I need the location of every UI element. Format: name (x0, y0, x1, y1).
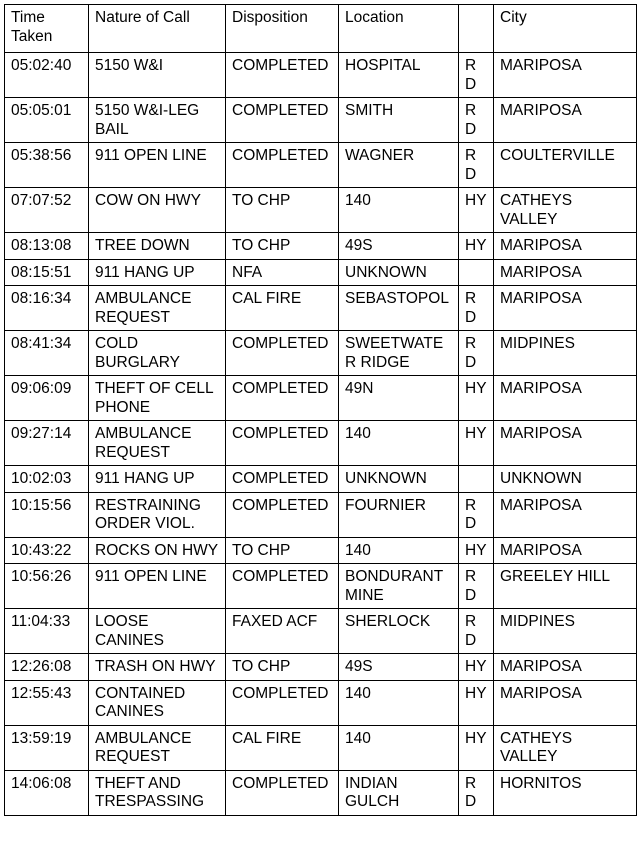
cell-city: GREELEY HILL (494, 564, 637, 609)
table-row (5, 537, 637, 564)
cell-nature: 5150 W&I (89, 53, 226, 98)
table-row (5, 286, 637, 331)
header-nature: Nature of Call (89, 5, 226, 53)
cell-city: MARIPOSA (494, 654, 637, 681)
cell-location: SMITH (339, 98, 459, 143)
table-row (5, 680, 637, 725)
cell-disposition: COMPLETED (226, 770, 339, 815)
cell-disposition: COMPLETED (226, 331, 339, 376)
cell-city: MIDPINES (494, 331, 637, 376)
cell-city: HORNITOS (494, 770, 637, 815)
cell-nature: LOOSE CANINES (89, 609, 226, 654)
cell-time: 12:55:43 (5, 680, 89, 725)
cell-city: MARIPOSA (494, 98, 637, 143)
cell-type: HY (459, 537, 494, 564)
cell-type: RD (459, 609, 494, 654)
table-row (5, 725, 637, 770)
cell-time: 08:41:34 (5, 331, 89, 376)
cell-time: 12:26:08 (5, 654, 89, 681)
cell-disposition: TO CHP (226, 233, 339, 260)
cell-disposition: COMPLETED (226, 466, 339, 493)
cell-location: 140 (339, 680, 459, 725)
cell-nature: 911 HANG UP (89, 259, 226, 286)
cell-disposition: FAXED ACF (226, 609, 339, 654)
cell-time: 13:59:19 (5, 725, 89, 770)
cell-type: RD (459, 492, 494, 537)
cell-type: HY (459, 376, 494, 421)
cell-disposition: CAL FIRE (226, 725, 339, 770)
cell-city: MARIPOSA (494, 492, 637, 537)
cell-location: SEBASTOPOL (339, 286, 459, 331)
cell-location: 49N (339, 376, 459, 421)
cell-city: MARIPOSA (494, 286, 637, 331)
header-time: Time Taken (5, 5, 89, 53)
cell-location: 49S (339, 654, 459, 681)
cell-disposition: COMPLETED (226, 680, 339, 725)
cell-type: HY (459, 654, 494, 681)
cell-type: HY (459, 421, 494, 466)
cell-nature: 5150 W&I-LEG BAIL (89, 98, 226, 143)
cell-time: 05:38:56 (5, 143, 89, 188)
cell-city: MARIPOSA (494, 259, 637, 286)
cell-disposition: COMPLETED (226, 53, 339, 98)
table-row (5, 376, 637, 421)
cell-time: 08:16:34 (5, 286, 89, 331)
cell-type: RD (459, 98, 494, 143)
cell-disposition: TO CHP (226, 537, 339, 564)
cell-nature: 911 OPEN LINE (89, 564, 226, 609)
cell-time: 08:15:51 (5, 259, 89, 286)
table-row (5, 466, 637, 493)
table-row (5, 259, 637, 286)
header-city: City (494, 5, 637, 53)
cell-type: RD (459, 53, 494, 98)
cell-time: 09:06:09 (5, 376, 89, 421)
cell-disposition: COMPLETED (226, 564, 339, 609)
cell-type: RD (459, 331, 494, 376)
table-row (5, 143, 637, 188)
cell-time: 10:56:26 (5, 564, 89, 609)
cell-type: HY (459, 725, 494, 770)
cell-location: 140 (339, 421, 459, 466)
cell-time: 07:07:52 (5, 188, 89, 233)
cell-nature: 911 OPEN LINE (89, 143, 226, 188)
cell-location: WAGNER (339, 143, 459, 188)
header-disposition: Disposition (226, 5, 339, 53)
cell-disposition: COMPLETED (226, 98, 339, 143)
table-row (5, 98, 637, 143)
table-row (5, 421, 637, 466)
cell-disposition: NFA (226, 259, 339, 286)
cell-type: HY (459, 680, 494, 725)
cell-type: RD (459, 286, 494, 331)
cell-nature: TRASH ON HWY (89, 654, 226, 681)
cell-time: 09:27:14 (5, 421, 89, 466)
cell-nature: THEFT AND TRESPASSING (89, 770, 226, 815)
cell-city: CATHEYS VALLEY (494, 725, 637, 770)
cell-nature: CONTAINED CANINES (89, 680, 226, 725)
cell-location: 140 (339, 725, 459, 770)
cell-city: COULTERVILLE (494, 143, 637, 188)
table-row (5, 654, 637, 681)
cell-type: RD (459, 143, 494, 188)
cell-type (459, 466, 494, 493)
cell-time: 08:13:08 (5, 233, 89, 260)
cell-time: 05:05:01 (5, 98, 89, 143)
cell-nature: TREE DOWN (89, 233, 226, 260)
cell-city: MARIPOSA (494, 53, 637, 98)
cell-disposition: COMPLETED (226, 143, 339, 188)
cell-city: MARIPOSA (494, 680, 637, 725)
cell-disposition: TO CHP (226, 654, 339, 681)
table-row (5, 564, 637, 609)
cell-nature: THEFT OF CELL PHONE (89, 376, 226, 421)
table-row (5, 770, 637, 815)
cell-type: RD (459, 770, 494, 815)
cell-location: UNKNOWN (339, 466, 459, 493)
cell-location: UNKNOWN (339, 259, 459, 286)
cell-type (459, 259, 494, 286)
cell-time: 10:02:03 (5, 466, 89, 493)
cell-disposition: CAL FIRE (226, 286, 339, 331)
table-row (5, 53, 637, 98)
cell-type: RD (459, 564, 494, 609)
cell-city: MARIPOSA (494, 421, 637, 466)
cell-time: 11:04:33 (5, 609, 89, 654)
cell-location: 140 (339, 188, 459, 233)
cell-time: 05:02:40 (5, 53, 89, 98)
table-row (5, 188, 637, 233)
cell-disposition: COMPLETED (226, 376, 339, 421)
table-row (5, 331, 637, 376)
cell-city: MARIPOSA (494, 376, 637, 421)
cell-disposition: COMPLETED (226, 492, 339, 537)
cell-location: HOSPITAL (339, 53, 459, 98)
cell-city: MIDPINES (494, 609, 637, 654)
cell-time: 14:06:08 (5, 770, 89, 815)
cell-city: UNKNOWN (494, 466, 637, 493)
cell-nature: RESTRAINING ORDER VIOL. (89, 492, 226, 537)
cell-type: HY (459, 233, 494, 260)
table-row (5, 233, 637, 260)
cell-nature: AMBULANCE REQUEST (89, 421, 226, 466)
call-log-table (4, 4, 637, 816)
header-type (459, 5, 494, 53)
cell-nature: COW ON HWY (89, 188, 226, 233)
cell-city: CATHEYS VALLEY (494, 188, 637, 233)
cell-nature: 911 HANG UP (89, 466, 226, 493)
cell-city: MARIPOSA (494, 537, 637, 564)
cell-nature: ROCKS ON HWY (89, 537, 226, 564)
header-location: Location (339, 5, 459, 53)
cell-nature: AMBULANCE REQUEST (89, 725, 226, 770)
cell-type: HY (459, 188, 494, 233)
cell-city: MARIPOSA (494, 233, 637, 260)
cell-nature: COLD BURGLARY (89, 331, 226, 376)
table-row (5, 492, 637, 537)
table-row (5, 609, 637, 654)
cell-location: SWEETWATER RIDGE (339, 331, 459, 376)
cell-nature: AMBULANCE REQUEST (89, 286, 226, 331)
cell-location: INDIAN GULCH (339, 770, 459, 815)
cell-location: 140 (339, 537, 459, 564)
header-row (5, 5, 637, 53)
cell-disposition: COMPLETED (226, 421, 339, 466)
cell-location: FOURNIER (339, 492, 459, 537)
table-body (5, 53, 637, 816)
cell-disposition: TO CHP (226, 188, 339, 233)
cell-location: 49S (339, 233, 459, 260)
cell-time: 10:15:56 (5, 492, 89, 537)
cell-location: SHERLOCK (339, 609, 459, 654)
cell-location: BONDURANT MINE (339, 564, 459, 609)
cell-time: 10:43:22 (5, 537, 89, 564)
